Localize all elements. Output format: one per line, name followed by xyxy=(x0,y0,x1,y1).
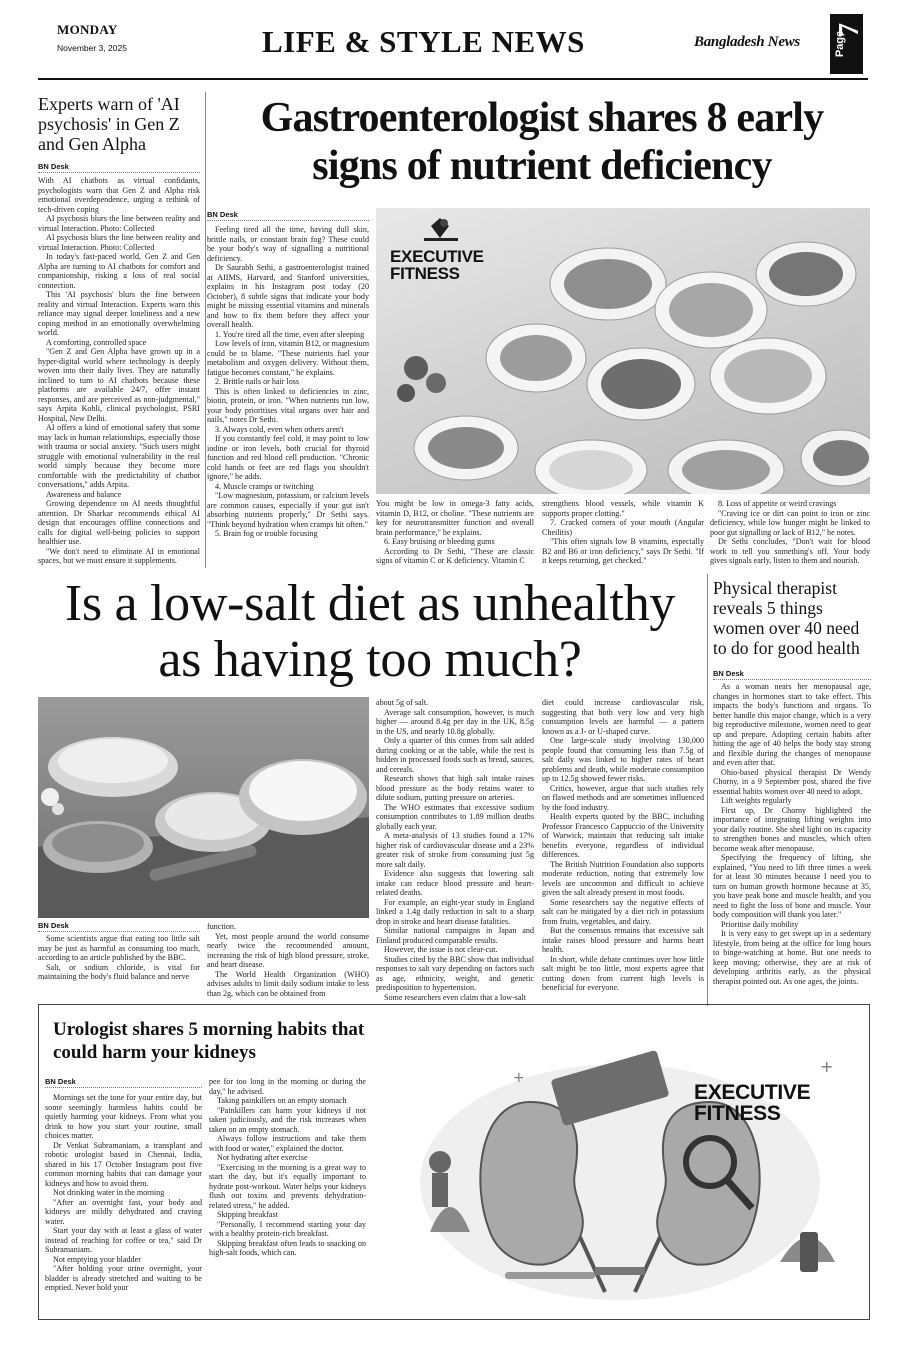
paragraph: pee for too long in the morning or during the day," he advised. xyxy=(209,1077,366,1096)
story-salt-col2 xyxy=(207,922,369,1004)
story-salt-byline: BN Desk xyxy=(38,921,200,932)
paragraph: You might be low in omega-3 fatty acids, vitamin D, B12, or choline. "These nutrients are key for neurotransmitter function and overall brain performance," he explains. xyxy=(376,499,534,537)
subhead: 6. Easy bruising or bleeding gums xyxy=(384,537,495,546)
kidney-drawing xyxy=(380,1032,862,1316)
paragraph: Some researchers even claim that a low-salt xyxy=(384,992,527,1002)
subhead: Awareness and balance xyxy=(46,489,122,499)
nutrient-logo-text: EXECUTIVE FITNESS xyxy=(390,247,484,283)
paragraph: "We don't need to eliminate AI in emotional spaces, but we must ensure it supplements. xyxy=(38,546,200,565)
subhead: 3. Always cold, even when others aren't xyxy=(215,424,344,434)
subhead: 7. Cracked corners of your mouth (Angular Cheilitis) xyxy=(542,518,704,537)
paragraph: One large-scale study involving 130,000 people found that consuming less than 7.5g of salt daily was linked to higher rates of heart problems and death, while moderate consumption up to 12.5g showed fewer risks. xyxy=(542,736,704,783)
story-salt-headline: Is a low-salt diet as unhealthy as having too much? xyxy=(64,575,676,688)
paragraph: Studies cited by the BBC show that individual responses to salt vary depending on factors such as age, ethnicity, weight, and genetic predisposition to hypertension. xyxy=(376,954,534,992)
story-ai-headline: Experts warn of 'AI psychosis' in Gen Z and Gen Alpha xyxy=(38,94,180,154)
subhead: Not drinking water in the morning xyxy=(53,1188,165,1197)
subhead: A comforting, controlled space xyxy=(46,337,147,347)
paragraph: A meta-analysis of 13 studies found a 17% higher risk of cardiovascular disease and a 23% greater risk of stroke from consuming just 5g more salt daily. xyxy=(376,831,534,869)
paragraph: Some scientists argue that eating too little salt may be just as harmful as consuming too much, according to an article published by the BBC. xyxy=(38,934,200,962)
page-number-tab xyxy=(830,14,863,74)
page-label: Page xyxy=(834,30,847,58)
story-nutrient-byline: BN Desk xyxy=(207,210,369,221)
subhead: 5. Brain fog or trouble focusing xyxy=(215,529,318,538)
paragraph: "Craving ice or dirt can point to iron or zinc deficiency, while low hunger might be linked to poor gut signalling or lack of B12," he notes. xyxy=(710,508,870,537)
paragraph: Mornings set the tone for your entire day, but some seemingly harmless habits could be quietly harming your kidneys. From what you drink to how you start your routine, small choices matter. xyxy=(45,1093,202,1140)
paragraph: With AI chatbots as virtual confidants, psychologists warn that Gen Z and Alpha risk emotional overdependence, urging a rethink of tech-driven coping xyxy=(38,176,200,214)
paragraph: This 'AI psychosis' blurs the fine between reality and virtual Interaction. Experts warn this reliance may signal deeper loneliness and a new coping method in an emotionally overwhelming world. xyxy=(38,290,200,337)
page-number: 7 xyxy=(834,23,865,37)
subhead: 4. Muscle cramps or twitching xyxy=(215,481,314,491)
paragraph: Dr Sethi concludes, "Don't wait for blood work to tell you something's off. Your body gives signals early, listen to them and nourish. xyxy=(710,537,870,565)
paragraph: It is very easy to get swept up in a sedentary lifestyle, from being at the office for long hours to binge-watching at home. But one needs to keep moving; otherwise, they are at risk of developing arthritis early, as the physical therapist pointed out. As one ages, the joints. xyxy=(713,929,871,986)
paragraph: Growing dependence on AI needs thoughtful attention. Dr Sharkar recommends ethical AI design that encourages offline connections and calls for digital well-being policies to support healthier use. xyxy=(38,499,200,546)
paragraph: Skipping breakfast often leads to snacking on high-salt foods, which can. xyxy=(209,1238,366,1257)
svg-text:+: + xyxy=(820,1057,834,1076)
story-nutrient-col2 xyxy=(376,499,534,569)
paragraph: AI psychosis blurs the line between reality and virtual Interaction. Photo: Collected xyxy=(38,233,200,252)
paragraph: Yet, most people around the world consume nearly twice the recommended amount, increasing the risk of high blood pressure, stroke, and heart disease. xyxy=(207,931,369,969)
salt-bowls-illustration xyxy=(38,697,369,918)
paragraph: "After holding your urine overnight, your bladder is already stretched and waiting to be emptied. Never hold your xyxy=(45,1264,202,1292)
section-title: LIFE & STYLE NEWS xyxy=(262,24,585,59)
story-ai-byline: BN Desk xyxy=(38,162,200,173)
paragraph: In today's fast-paced world, Gen Z and Gen Alpha are turning to AI chatbots for comfort and companionship, risking a loss of real social connection. xyxy=(38,252,200,290)
subhead: Lift weights regularly xyxy=(721,796,792,805)
paragraph: "Low magnesium, potassium, or calcium levels are common causes, especially if your gut isn't absorbing nutrients properly," Dr Sethi says. "Think beyond hydration when cramps hit often." xyxy=(207,491,369,529)
kidney-logo-text: EXECUTIVE FITNESS xyxy=(694,1081,811,1125)
paragraph: "This often signals low B vitamins, especially B2 and B6 or iron deficiency," says Dr Sethi. "If it keeps returning, get checked." xyxy=(542,537,704,565)
paragraph: "After an overnight fast, your body and kidneys are mildly dehydrated and craving water. xyxy=(45,1197,202,1226)
masthead-rule xyxy=(38,78,868,80)
paragraph: The British Nutrition Foundation also supports moderate reduction, noting that extremely low levels are uncommon and difficult to achieve given the salt already present in most foods. xyxy=(542,859,704,897)
paragraph: In short, while debate continues over how little salt might be too little, most experts agree that cutting down from current high levels is beneficial for everyone. xyxy=(542,954,704,992)
paragraph: AI offers a kind of emotional safety that some may lack in human relationships, especially those with trauma or social anxiety. "Such users might struggle with emotional vulnerability in the real world simply because they become more comfortable with the predictability of chatbot conversations," adds Arpita. xyxy=(38,423,200,489)
paragraph: But the consensus remains that excessive salt intake raises blood pressure and harms heart health. xyxy=(542,926,704,954)
story-physio-body xyxy=(713,682,871,1004)
paragraph: Low levels of iron, vitamin B12, or magnesium could be to blame. "These nutrients fuel your metabolism and oxygen delivery. Without them, fatigue becomes constant," he explains. xyxy=(207,339,369,377)
subhead: 1. You're tired all the time, even after sleeping xyxy=(215,329,365,339)
paragraph: Average salt consumption, however, is much higher — around 8.4g per day in the UK, 8.5g in the US, and nearly 10.8g globally. xyxy=(376,707,534,736)
story-nutrient-col4 xyxy=(710,499,870,569)
paragraph: Some researchers say the negative effects of salt can be mitigated by a diet rich in potassium from fruits, vegetables, and dairy. xyxy=(542,897,704,926)
paragraph: Ohio-based physical therapist Dr Wendy Chorny, in a 9 September post, shared the five essential habits women over 40 need to adopt. xyxy=(713,767,871,796)
paragraph: "Gen Z and Gen Alpha have grown up in a hyper-digital world where technology is deeply woven into their daily lives. They are naturally inclined to turn to AI chatbots because these platforms are available 24/7, offer instant responses, and are perceived as non-judgmental," says Arpita Kohli, clinical psychologist, PSRI Hospital, New Delhi. xyxy=(38,347,200,423)
kidney-illustration xyxy=(380,1032,862,1316)
paragraph: diet could increase cardiovascular risk, suggesting that both very low and very high consumption levels are harmful — a pattern known as a J- or U-shaped curve. xyxy=(542,698,704,736)
story-kidney-col2 xyxy=(209,1077,366,1315)
paragraph: function. xyxy=(207,922,236,931)
story-ai-body xyxy=(38,176,200,566)
paragraph: "Painkillers can harm your kidneys if not taken judiciously, and the risk increases when taken on an empty stomach. xyxy=(209,1105,366,1134)
paragraph: "Personally, I recommend starting your day with a healthy protein-rich breakfast. xyxy=(209,1219,366,1238)
salt-photo xyxy=(38,697,369,918)
paragraph: AI psychosis blurs the line between reality and virtual Interaction. Photo: Collected xyxy=(38,214,200,233)
paragraph: Similar national campaigns in Japan and Finland produced comparable results. xyxy=(376,926,534,945)
masthead xyxy=(0,0,897,80)
story-nutrient-headline: Gastroenterologist shares 8 early signs of nutrient deficiency xyxy=(260,95,824,189)
paragraph: This is often linked to deficiencies in zinc, biotin, protein, or iron. "When nutrients run low, your body prioritises vital organs over hair and nails," notes Dr Sethi. xyxy=(207,386,369,424)
subhead: Prioritise daily mobility xyxy=(721,919,799,929)
paragraph: The WHO estimates that excessive sodium consumption contributes to 1.89 million deaths globally each year. xyxy=(376,802,534,831)
subhead: Not emptying your bladder xyxy=(53,1254,141,1264)
paragraph: Only a quarter of this comes from salt added during cooking or at the table, while the rest is hidden in processed foods such as bread, sauces, and cereals. xyxy=(376,736,534,774)
story-kidney-col1 xyxy=(45,1093,202,1315)
paragraph: Start your day with at least a glass of water instead of reaching for coffee or tea," said Dr Subramaniam. xyxy=(45,1226,202,1254)
story-nutrient-col3 xyxy=(542,499,704,569)
story-kidney-headline: Urologist shares 5 morning habits that could harm your kidneys xyxy=(53,1019,365,1063)
story-physio-byline: BN Desk xyxy=(713,669,871,680)
paragraph: If you constantly feel cold, it may point to low iodine or iron levels, both crucial for thyroid function and red blood cell production. "Chronic cold hands or feet are red flags you shouldn't ignore," he adds. xyxy=(207,434,369,481)
paragraph: Always follow instructions and take them with food or water," explained the doctor. xyxy=(209,1134,366,1153)
paragraph: Critics, however, argue that such studies rely on flawed methods and are sometimes influenced by the food industry. xyxy=(542,783,704,812)
subhead: Taking painkillers on an empty stomach xyxy=(217,1096,347,1105)
nutrient-photo xyxy=(376,208,870,494)
column-divider xyxy=(205,92,206,568)
paragraph: "Exercising in the morning is a great way to start the day, but it's equally important to hydrate post-workout. Water helps your kidneys flush out toxins and prevents dehydration-related stress," he added. xyxy=(209,1162,366,1210)
paragraph: Dr Venkat Subramaniam, a transplant and robotic urologist based in Chennai, India, shared in his 17 October Instagram post five common morning habits that can damage your kidneys and how to avoid them. xyxy=(45,1140,202,1188)
paragraph: However, the issue is not clear-cut. xyxy=(384,945,498,954)
paragraph: As a woman nears her menopausal age, changes in hormones start to take effect. This impacts the body's functions and organs. To better handle this major change, which is a very big reproductive milestone, women need to gear up and prepare. Adopting certain habits after hitting the age of 40 helps the body stay strong and flexible during the changes of menopause and even after that. xyxy=(713,682,871,767)
paragraph: According to Dr Sethi, "These are classic signs of vitamin C or K deficiency. Vitamin C xyxy=(376,546,534,565)
masthead-date: November 3, 2025 xyxy=(57,43,127,53)
svg-text:+: + xyxy=(513,1070,525,1086)
subhead: Not hydrating after exercise xyxy=(217,1153,308,1162)
paragraph: about 5g of salt. xyxy=(376,698,429,707)
paragraph: Salt, or sodium chloride, is vital for maintaining the body's fluid balance and nerve xyxy=(38,962,200,981)
story-salt-col4 xyxy=(542,698,704,1004)
masthead-day: MONDAY xyxy=(57,22,118,37)
logo-mark xyxy=(424,218,458,241)
subhead: Skipping breakfast xyxy=(217,1210,278,1219)
paragraph: Evidence also suggests that lowering salt intake can reduce blood pressure and heart-related deaths. xyxy=(376,869,534,897)
story-salt-col3 xyxy=(376,698,534,1004)
publication-name: Bangladesh News xyxy=(694,34,800,50)
paragraph: First up, Dr Chorny highlighted the importance of integrating lifting weights into your daily routine. She shed light on its capacity to strengthen bones and muscles, which often become weak after menopause. xyxy=(713,805,871,853)
paragraph: Research shows that high salt intake raises blood pressure as the body retains water to dilute sodium, putting pressure on arteries. xyxy=(376,774,534,802)
story-nutrient-col1 xyxy=(207,225,369,565)
subhead: 8. Loss of appetite or weird cravings xyxy=(718,499,837,508)
paragraph: Feeling tired all the time, having dull skin, brittle nails, or constant brain fog? These could be your body's way of signalling a nutritional deficiency. xyxy=(207,225,369,263)
paragraph: For example, an eight-year study in England linked a 1.4g daily reduction in salt to a sharp drop in stroke and heart disease fatalities. xyxy=(376,897,534,926)
paragraph: The World Health Organization (WHO) advises adults to limit daily sodium intake to less than 2g, which can be obtained from xyxy=(207,969,369,998)
paragraph: Health experts quoted by the BBC, including Professor Francesco Cappuccio of the University of Warwick, maintain that reducing salt intake benefits everyone, regardless of individual differences. xyxy=(542,812,704,859)
story-salt-col1 xyxy=(38,934,200,1004)
paragraph: Specifying the frequency of lifting, she explained, "You need to lift three times a week for at least 30 minutes because I need you to turn on human growth hormone because at 35, you have peak bone and muscle health, and you need to fight the loss of bone and muscle. Your body composition will thank you later." xyxy=(713,853,871,919)
paragraph: Dr Saurabh Sethi, a gastroenterologist trained at AIIMS, Harvard, and Stanford universities, explains in his Instagram post today (20 October), 8 subtle signs that indicate your body might be missing essential vitamins and minerals and how to fix them before they affect your overall health. xyxy=(207,263,369,329)
subhead: 2. Brittle nails or hair loss xyxy=(215,377,300,386)
story-physio-headline: Physical therapist reveals 5 things women over 40 need to do for good health xyxy=(713,578,860,658)
story-kidney-byline: BN Desk xyxy=(45,1077,202,1088)
paragraph: strengthens blood vessels, while vitamin K supports proper clotting." xyxy=(542,499,704,518)
column-divider xyxy=(707,574,708,1006)
